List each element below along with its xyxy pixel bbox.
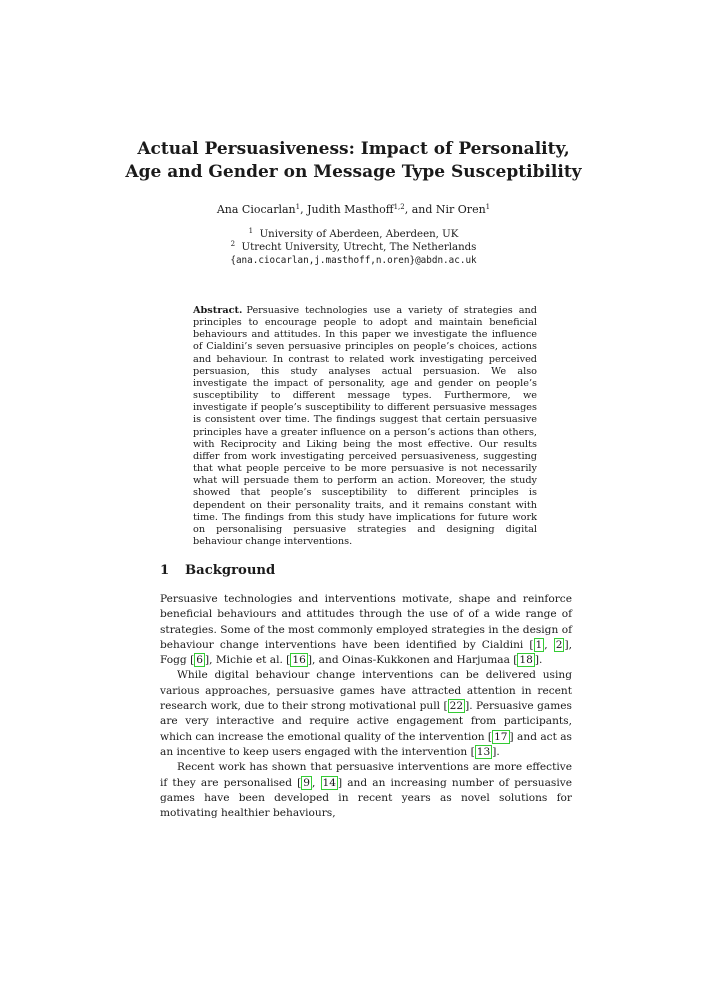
paragraph-text: ], Michie et al. [ [204, 654, 291, 667]
paragraph-text: ]. [534, 654, 543, 667]
paragraph-text: Recent work has shown that persuasive interventions are more effective if they are personalised [ [160, 761, 572, 789]
body-paragraph [160, 592, 572, 668]
citation-link[interactable]: 16 [292, 654, 306, 667]
paragraph-text: , [312, 776, 321, 789]
paragraph-text: ] and an increasing number of persuasive games have been developed in recent years as novel solutions for motivating healthier behaviours, [160, 776, 572, 820]
author-emails: {ana.ciocarlan,j.masthoff,n.oren}@abdn.ac.uk [230, 255, 477, 266]
paper-title [100, 138, 607, 184]
citation-link[interactable]: 14 [322, 776, 336, 789]
citation-link[interactable]: 18 [519, 654, 533, 667]
affiliation: $^1$ University of Aberdeen, Aberdeen, UK [248, 227, 459, 240]
abstract-label: Abstract. [193, 305, 243, 316]
title-line-2: Age and Gender on Message Type Susceptibility [125, 162, 582, 182]
affiliations [100, 228, 607, 267]
author-list: Ana Ciocarlan$^1$, Judith Masthoff$^{1,2}$, and Nir Oren$^1$ [216, 203, 491, 216]
citation-link[interactable]: 22 [449, 700, 464, 713]
body-paragraph [160, 668, 572, 760]
citation-link[interactable]: 6 [196, 654, 203, 667]
title-line-1: Actual Persuasiveness: Impact of Personality, [137, 139, 570, 159]
section-title: Background [185, 563, 276, 578]
section-number: 1 [160, 563, 170, 578]
citation-link[interactable]: 1 [535, 638, 543, 651]
citation-link[interactable]: 17 [494, 730, 508, 743]
body-paragraph [160, 760, 572, 821]
abstract [193, 305, 537, 548]
paragraph-text: ], Fogg [ [160, 638, 572, 667]
author: Nir Oren$^1$ [435, 203, 491, 216]
paragraph-text: ]. Persuasive games are very interactive and require active engagement from participants, which can increase the emotional quality of the intervention [ [160, 700, 572, 743]
affiliation: $^2$ Utrecht University, Utrecht, The Netherlands [230, 240, 477, 253]
paragraph-text: While digital behaviour change interventions can be delivered using various approaches, persuasive games have attracted attention in recent research work, due to their strong motivational pull [ [160, 669, 572, 713]
paragraph-text: ] and act as an incentive to keep users engaged with the intervention [ [160, 730, 572, 758]
author: Judith Masthoff$^{1,2}$ [307, 203, 405, 216]
citation-link[interactable]: 13 [476, 745, 491, 758]
paragraph-text: Persuasive technologies and interventions motivate, shape and reinforce beneficial behaviours and attitudes through the use of of a wide range of strategies. Some of the most commonly employed strategies in the design of behaviour change interventions have been identified by Cialdini [ [160, 593, 572, 651]
citation-link[interactable]: 2 [555, 638, 563, 651]
author: Ana Ciocarlan$^1$ [216, 203, 301, 216]
citation-link[interactable]: 9 [303, 776, 310, 789]
section-heading [160, 562, 275, 579]
abstract-text: Persuasive technologies use a variety of strategies and principles to encourage people to adopt and maintain beneficial behaviours and attitudes. In this paper we investigate the influence of Cialdini’s seven persuasive principles on people’s choices, actions and behaviour. In contrast to related work investigating perceived persuasion, this study analyses actual persuasion. We also investigate the impact of personality, age and gender on people’s susceptibility to different message types. Furthermore, we investigate if people’s susceptibility to different persuasive messages is consistent over time. The findings suggest that certain persuasive principles have a greater influence on a person’s actions than others, with Reciprocity and Liking being the most effective. Our results differ from work investigating perceived persuasiveness, suggesting that what people perceive to be more persuasive is not necessarily what will persuade them to perform an action. Moreover, the study showed that people’s susceptibility to different principles is dependent on their personality traits, and it remains constant with time. The findings from this study have implications for future work on personalising persuasive strategies and designing digital behaviour change interventions. [193, 305, 537, 547]
paragraph-text: ], and Oinas-Kukkonen and Harjumaa [ [307, 654, 518, 667]
section-body [160, 592, 572, 821]
paragraph-text: , [544, 638, 554, 651]
paragraph-text: ]. [492, 745, 500, 758]
